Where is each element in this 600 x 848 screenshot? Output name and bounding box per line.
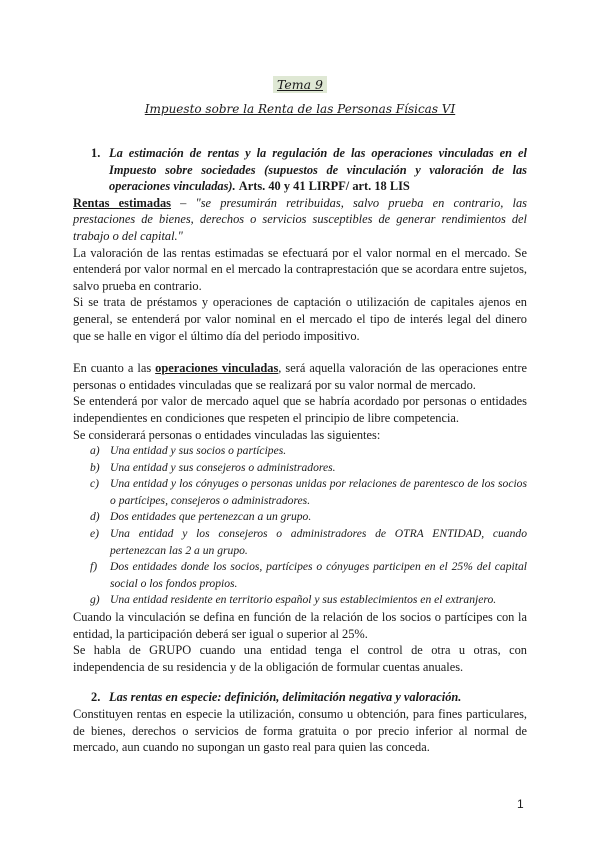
document-subtitle: Impuesto sobre la Renta de las Personas Físicas VI	[144, 102, 456, 116]
operaciones-vinculadas-paragraph: En cuanto a las operaciones vinculadas, será aquella valoración de las operaciones entre personas o entidades vinculadas que se realizará por su valor normal de mercado.	[73, 361, 527, 392]
section-1-articles: Arts. 40 y 41 LIRPF/ art. 18 LIS	[238, 179, 410, 194]
section-2-title: Las rentas en especie: definición, delimitación negativa y valoración.	[109, 690, 462, 705]
list-item: b) Una entidad y sus consejeros o administradores.	[90, 460, 336, 474]
paragraph: Se habla de GRUPO cuando una entidad tenga el control de otra u otras, con independencia de su residencia y de la obligación de formular cuentas anuales.	[73, 643, 527, 674]
vinculadas-list	[73, 443, 527, 609]
list-item: e) Una entidad y los consejeros o administradores de OTRA ENTIDAD, cuando pertenezcan las 2 a un grupo.	[90, 527, 527, 557]
paragraph: La valoración de las rentas estimadas se efectuará por el valor normal en el mercado. Se entenderá por valor normal en el mercado la contraprestación que se acordara entre sujetos, salvo prueba en contrario.	[73, 245, 527, 293]
paragraph: Constituyen rentas en especie la utilización, consumo u obtención, para fines particulares, de bienes, derechos o servicios de forma gratuita o por precio inferior al normal de mercado, aun cuando no supongan un gasto real para quien las conceda.	[73, 707, 527, 755]
topic-title	[0, 76, 600, 94]
section-2-number: 2.	[91, 690, 101, 705]
list-item: d) Dos entidades que pertenezcan a un grupo.	[90, 510, 312, 524]
rentas-estimadas-quote: – "se presumirán retribuidas, salvo prueba en contrario, las prestaciones de bienes, derechos o servicios susceptibles de generar rendimientos del trabajo o del capital."	[73, 195, 527, 243]
topic-title-text: Tema 9	[273, 76, 327, 93]
document-body	[73, 145, 527, 756]
list-item: f) Dos entidades donde los socios, partícipes o cónyuges participen en el 25% del capital social o los fondos propios.	[90, 560, 527, 590]
list-item: c) Una entidad y los cónyuges o personas unidas por relaciones de parentesco de los socios o partícipes, consejeros o administradores.	[90, 477, 527, 507]
paragraph: Se entenderá por valor de mercado aquel que se habría acordado por personas o entidades independientes en condiciones que respeten el principio de libre competencia.	[73, 394, 527, 425]
rentas-estimadas-label: Rentas estimadas	[73, 195, 171, 210]
page-number: 1	[517, 797, 524, 811]
rentas-estimadas-paragraph	[73, 195, 527, 245]
section-1-heading	[73, 145, 527, 195]
paragraph: Se considerará personas o entidades vinculadas las siguientes:	[73, 427, 381, 442]
paragraph: Cuando la vinculación se defina en función de la relación de los socios o partícipes con la entidad, la participación deberá ser igual o superior al 25%.	[73, 610, 527, 641]
section-1-number: 1.	[91, 146, 101, 160]
list-item: a) Una entidad y sus socios o partícipes.	[90, 444, 287, 458]
operaciones-vinculadas-term: operaciones vinculadas	[155, 361, 279, 376]
paragraph: Si se trata de préstamos y operaciones de captación o utilización de capitales ajenos en general, se entenderá por valor nominal en el mercado el tipo de interés legal del dinero que se halle en vigor el último día del periodo impositivo.	[73, 295, 527, 343]
section-1-title: La estimación de rentas y la regulación de las operaciones vinculadas en el Impuesto sobre sociedades (supuestos de vinculación y valoración de las operaciones vinculadas).	[109, 146, 527, 194]
list-item: g) Una entidad residente en territorio español y sus establecimientos en el extranjero.	[90, 593, 497, 607]
section-2-heading	[73, 689, 527, 706]
